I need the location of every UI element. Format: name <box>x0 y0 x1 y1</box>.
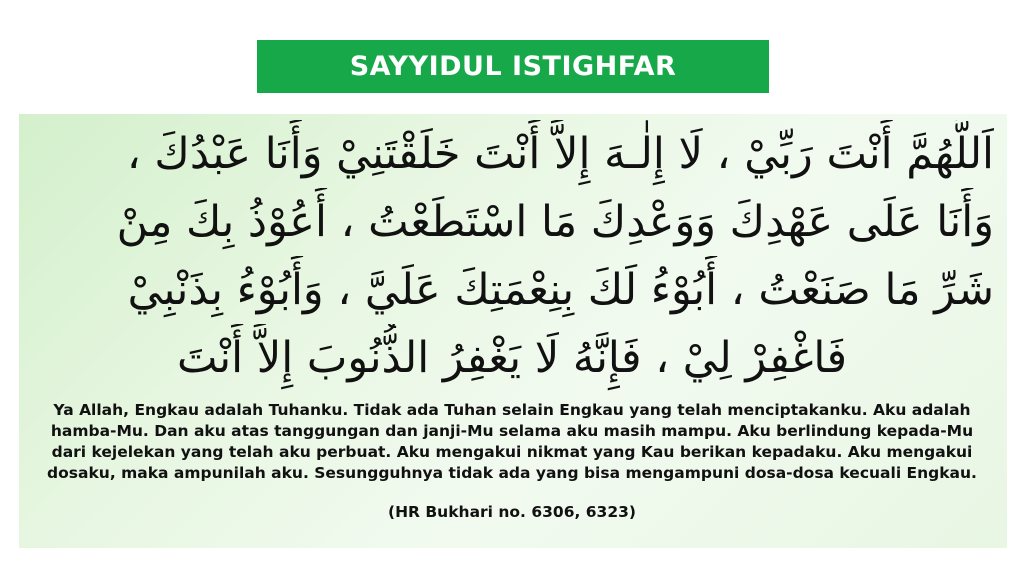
hadith-source: (HR Bukhari no. 6306, 6323) <box>387 503 636 521</box>
arabic-line-4: فَاغْفِرْ لِيْ ، فَإِنَّهُ لَا يَغْفِرُ الذُّنُوبَ إِلاَّ أَنْتَ <box>176 333 848 383</box>
page-title: SAYYIDUL ISTIGHFAR <box>349 51 677 82</box>
arabic-line-2: وَأَنَا عَلَى عَهْدِكَ وَوَعْدِكَ مَا اسْتَطَعْتُ ، أَعُوْذُ بِكَ مِنْ <box>116 197 994 247</box>
translation-line-2: hamba-Mu. Dan aku atas tanggungan dan janji-Mu selama aku masih mampu. Aku berlindung kepada-Mu <box>50 422 974 440</box>
translation-line-3: dari kejelekan yang telah aku perbuat. Aku mengakui nikmat yang Kau berikan kepadaku. Aku mengakui <box>51 443 973 461</box>
arabic-line-1: اَللَّهُمَّ أَنْتَ رَبِّيْ ، لَا إِلٰـهَ إِلاَّ أَنْتَ خَلَقْتَنِيْ وَأَنَا عَبْدُكَ ، <box>126 129 994 179</box>
translation-line-4: dosaku, maka ampunilah aku. Sesungguhnya tidak ada yang bisa mengampuni dosa-dosa kecuali Engkau. <box>47 464 977 482</box>
translation-line-1: Ya Allah, Engkau adalah Tuhanku. Tidak ada Tuhan selain Engkau yang telah menciptakanku. Aku adalah <box>53 401 971 419</box>
arabic-line-3: شَرِّ مَا صَنَعْتُ ، أَبُوْءُ لَكَ بِنِعْمَتِكَ عَلَيَّ ، وَأَبُوْءُ بِذَنْبِيْ <box>127 265 994 315</box>
translation-paragraph <box>34 400 990 484</box>
title-banner <box>257 40 769 93</box>
arabic-prayer-text <box>30 120 994 392</box>
